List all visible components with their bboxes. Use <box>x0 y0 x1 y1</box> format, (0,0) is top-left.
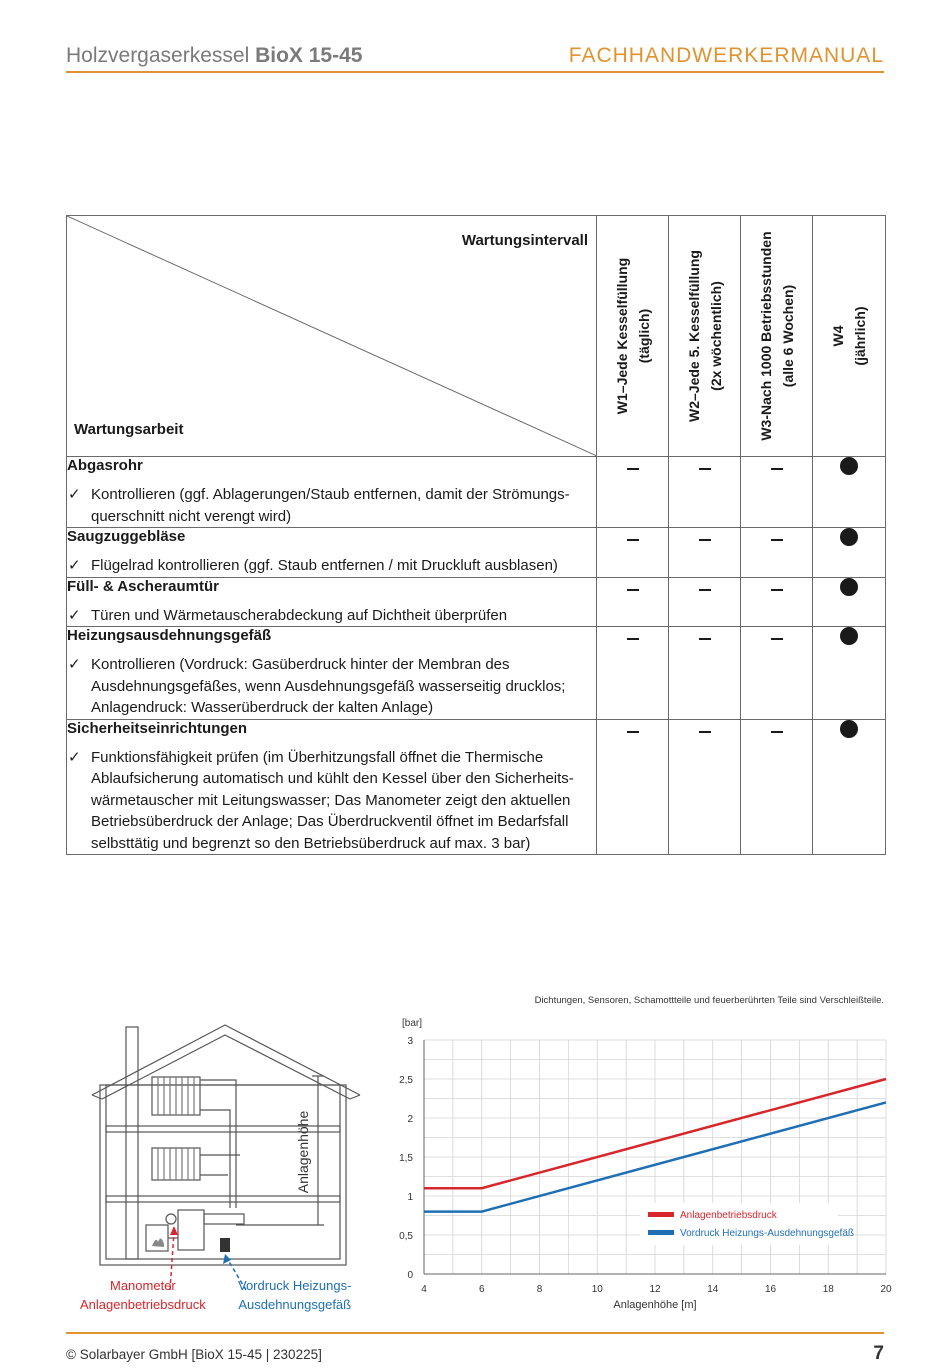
interval-mark-w2 <box>669 577 741 627</box>
y-tick-label: 0,5 <box>399 1231 413 1242</box>
height-label: Anlagenhöhe <box>295 1110 311 1194</box>
not-required-dash-icon <box>771 638 783 640</box>
roof-inner <box>102 1035 350 1099</box>
corner-diagonal <box>67 216 597 456</box>
checkmark-icon: ✓ <box>68 557 81 574</box>
manometer-label-line: Manometer <box>110 1278 176 1293</box>
interval-mark-w3 <box>741 457 813 528</box>
task-title: Abgasrohr <box>67 457 143 474</box>
column-header-line2: (jährlich) <box>852 306 868 366</box>
not-required-dash-icon <box>627 731 639 733</box>
column-header-w2 <box>669 216 741 457</box>
interval-label: Wartungsintervall <box>461 232 588 249</box>
not-required-dash-icon <box>699 468 711 470</box>
y-tick-label: 1 <box>407 1192 413 1203</box>
task-text-line: Ablaufsicherung automatisch und kühlt den Kessel über den Sicherheits- <box>91 770 574 787</box>
document-title <box>66 44 362 68</box>
maintenance-row <box>67 719 886 855</box>
maintenance-rows <box>67 457 886 855</box>
task-text-line: Ausdehnungsgefäßes, wenn Ausdehnungsgefäß wasserseitig drucklos; <box>91 677 566 695</box>
checkmark-icon: ✓ <box>68 748 81 766</box>
interval-mark-w1 <box>597 528 669 578</box>
pressure-chart-svg <box>390 1010 900 1325</box>
column-header-w4 <box>813 216 886 457</box>
manometer-label <box>80 1276 206 1314</box>
interval-mark-w1 <box>597 457 669 528</box>
task-cell <box>67 627 597 720</box>
not-required-dash-icon <box>771 539 783 541</box>
task-cell <box>67 719 597 855</box>
manometer-label-line: Anlagenbetriebsdruck <box>80 1297 206 1312</box>
footer-rule <box>66 1332 884 1334</box>
task-text-line: querschnitt nicht verengt wird) <box>91 507 292 525</box>
interval-mark-w3 <box>741 577 813 627</box>
legend-swatch <box>648 1230 674 1235</box>
task-item <box>67 747 596 855</box>
task-item <box>67 555 596 577</box>
required-dot-icon <box>840 627 858 645</box>
task-title: Füll- & Ascheraumtür <box>67 577 219 595</box>
chimney <box>126 1027 138 1259</box>
x-tick-label: 16 <box>764 1284 777 1295</box>
column-header-line1: W2–Jede 5. Kesselfüllung <box>685 250 702 422</box>
manometer-gauge <box>166 1214 176 1224</box>
required-dot-icon <box>840 457 858 475</box>
task-item <box>67 605 596 627</box>
legend-swatch <box>648 1212 674 1217</box>
task-text-line: Anlagendruck: Wasserüberdruck der kalten Anlage) <box>91 699 434 716</box>
task-title: Sicherheitseinrichtungen <box>67 719 248 737</box>
house-schematic <box>70 1020 370 1320</box>
vordruck-label-line: Vordruck Heizungs- <box>238 1278 352 1293</box>
column-header-line1: W3-Nach 1000 Betriebsstunden <box>757 231 774 441</box>
maintenance-row <box>67 528 886 578</box>
legend-label: Anlagenbetriebsdruck <box>680 1210 777 1221</box>
interval-mark-w3 <box>741 719 813 855</box>
title-model: BioX 15-45 <box>255 44 363 67</box>
x-tick-label: 8 <box>536 1284 543 1295</box>
x-tick-label: 4 <box>421 1284 427 1295</box>
x-tick-label: 10 <box>591 1284 603 1295</box>
x-tick-label: 14 <box>707 1284 719 1295</box>
table-corner-header <box>67 216 597 457</box>
interval-mark-w2 <box>669 457 741 528</box>
not-required-dash-icon <box>771 589 783 591</box>
x-axis-label: Anlagenhöhe [m] <box>613 1299 697 1311</box>
x-tick-label: 20 <box>880 1284 892 1295</box>
not-required-dash-icon <box>699 589 711 591</box>
task-title: Saugzuggebläse <box>67 528 186 545</box>
y-tick-label: 3 <box>407 1036 413 1047</box>
task-text-line: Türen und Wärmetauscherabdeckung auf Dichtheit überprüfen <box>91 606 508 624</box>
task-text-line: Kontrollieren (Vordruck: Gasüberdruck hinter der Membran des <box>91 656 510 673</box>
y-axis-label: [bar] <box>402 1018 423 1029</box>
x-tick-label: 6 <box>478 1284 485 1295</box>
checkmark-icon: ✓ <box>68 656 81 673</box>
not-required-dash-icon <box>771 731 783 733</box>
interval-mark-w3 <box>741 627 813 720</box>
manometer-arrow <box>170 1226 178 1235</box>
x-tick-label: 12 <box>649 1284 661 1295</box>
maintenance-row <box>67 457 886 528</box>
floor-slab <box>106 1196 340 1202</box>
task-cell <box>67 457 597 528</box>
title-prefix: Holzvergaserkessel <box>66 44 256 67</box>
manual-label: FACHHANDWERKERMANUAL <box>568 44 884 67</box>
y-tick-label: 0 <box>407 1270 413 1281</box>
interval-mark-w4 <box>813 528 886 578</box>
x-tick-label: 18 <box>822 1284 834 1295</box>
task-text-line: selbsttätig und begrenzt so den Betriebsüberdruck auf max. 3 bar) <box>91 834 531 852</box>
interval-mark-w3 <box>741 528 813 578</box>
expansion-vessel <box>220 1238 230 1252</box>
not-required-dash-icon <box>627 539 639 541</box>
task-item <box>67 484 596 527</box>
vordruck-label <box>238 1276 351 1314</box>
task-text-line: Funktionsfähigkeit prüfen (im Überhitzungsfall öffnet die Thermische <box>91 748 544 766</box>
boiler <box>146 1225 168 1251</box>
task-text-line: Betriebsüberdruck der Anlage; Das Überdruckventil öffnet im Bedarfsfall <box>91 813 569 830</box>
task-cell <box>67 528 597 578</box>
vordruck-label-line: Ausdehnungsgefäß <box>238 1297 352 1312</box>
task-text-line: Kontrollieren (ggf. Ablagerungen/Staub entfernen, damit der Strömungs- <box>91 486 570 503</box>
checkmark-icon: ✓ <box>68 486 81 503</box>
y-tick-label: 2 <box>407 1114 413 1125</box>
interval-mark-w4 <box>813 457 886 528</box>
maintenance-table <box>66 215 886 855</box>
column-header-w3 <box>741 216 813 457</box>
column-header-line2: (2x wöchentlich) <box>707 281 724 391</box>
maintenance-row <box>67 627 886 720</box>
interval-mark-w4 <box>813 719 886 855</box>
task-cell <box>67 577 597 627</box>
task-text-line: wärmetauscher mit Leitungswasser; Das Manometer zeigt den aktuellen <box>91 791 571 809</box>
required-dot-icon <box>840 528 858 546</box>
column-header-line2: (alle 6 Wochen) <box>779 284 796 388</box>
work-label: Wartungsarbeit <box>74 421 184 438</box>
interval-mark-w1 <box>597 719 669 855</box>
not-required-dash-icon <box>699 638 711 640</box>
header-rule <box>66 71 884 73</box>
column-header-line2: (täglich) <box>635 308 652 364</box>
not-required-dash-icon <box>627 468 639 470</box>
y-tick-label: 2,5 <box>399 1075 413 1086</box>
column-header-line1: W4 <box>830 325 846 347</box>
y-tick-label: 1,5 <box>399 1153 413 1164</box>
not-required-dash-icon <box>627 638 639 640</box>
required-dot-icon <box>840 578 858 596</box>
not-required-dash-icon <box>771 468 783 470</box>
column-header-line1: W1–Jede Kesselfüllung <box>613 257 630 415</box>
flame-icon <box>152 1238 164 1247</box>
pressure-chart <box>390 1010 900 1330</box>
legend-label: Vordruck Heizungs-Ausdehnungsgefäß <box>680 1228 854 1239</box>
task-item <box>67 654 596 719</box>
page-number: 7 <box>873 1343 884 1364</box>
column-header-w1 <box>597 216 669 457</box>
interval-mark-w2 <box>669 528 741 578</box>
storage-tank <box>178 1210 204 1250</box>
interval-mark-w1 <box>597 577 669 627</box>
wear-parts-note: Dichtungen, Sensoren, Schamottteile und feuerberührten Teile sind Verschleißteile. <box>534 995 884 1006</box>
interval-mark-w4 <box>813 627 886 720</box>
checkmark-icon: ✓ <box>68 606 81 624</box>
task-text-line: Flügelrad kontrollieren (ggf. Staub entfernen / mit Druckluft ausblasen) <box>91 557 558 574</box>
interval-mark-w2 <box>669 627 741 720</box>
interval-mark-w4 <box>813 577 886 627</box>
footer-copyright: © Solarbayer GmbH [BioX 15-45 | 230225] <box>66 1347 322 1362</box>
interval-mark-w1 <box>597 627 669 720</box>
task-title: Heizungsausdehnungsgefäß <box>67 627 272 644</box>
required-dot-icon <box>840 720 858 738</box>
not-required-dash-icon <box>699 731 711 733</box>
not-required-dash-icon <box>699 539 711 541</box>
maintenance-row <box>67 577 886 627</box>
interval-mark-w2 <box>669 719 741 855</box>
not-required-dash-icon <box>627 589 639 591</box>
